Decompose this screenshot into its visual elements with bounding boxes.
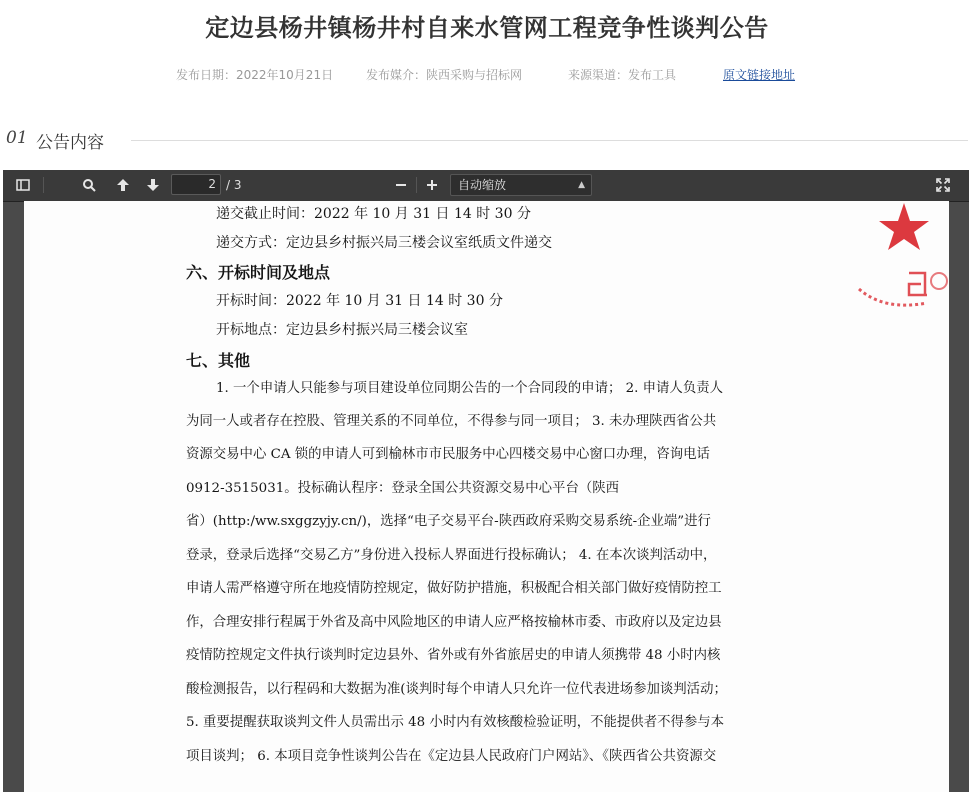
seal-edge <box>931 273 947 289</box>
toolbar-separator <box>416 177 417 193</box>
doc-heading: 六、开标时间及地点 <box>186 263 331 282</box>
doc-line: 登录，登录后选择“交易乙方”身份进入投标人界面进行投标确认； 4. 在本次谈判活动中， <box>186 548 717 563</box>
original-link[interactable]: 原文链接地址 <box>723 68 796 82</box>
doc-line: 酸检测报告，以行程码和大数据为准(谈判时每个申请人只允许一位代表进场参加谈判活动； <box>186 682 727 697</box>
section-label: 公告内容 <box>36 133 104 153</box>
zoom-out-icon[interactable] <box>389 174 413 196</box>
doc-line: 递交截止时间：2022 年 10 月 31 日 14 时 30 分 <box>216 206 531 222</box>
doc-line: 申请人需严格遵守所在地疫情防控规定，做好防护措施，积极配合相关部门做好疫情防控工 <box>186 581 722 596</box>
seal-star-icon <box>879 203 929 250</box>
doc-line: 递交方式：定边县乡村振兴局三楼会议室纸质文件递交 <box>216 235 552 251</box>
doc-heading: 七、其他 <box>186 351 251 370</box>
doc-line: 0912-3515031。投标确认程序：登录全国公共资源交易中心平台（陕西 <box>186 481 620 496</box>
section-divider <box>131 140 968 141</box>
toolbar-separator <box>43 177 44 193</box>
search-icon[interactable] <box>77 174 101 196</box>
zoom-select-value: 自动缩放 <box>458 178 507 192</box>
page-number-input[interactable]: 2 <box>171 174 221 195</box>
select-arrows-icon: ▲ <box>578 180 585 190</box>
pdf-page <box>24 201 949 792</box>
seal-glyph <box>909 273 927 295</box>
doc-line: 项目谈判； 6. 本项目竞争性谈判公告在《定边县人民政府门户网站》、《陕西省公共资源交 <box>186 749 717 764</box>
official-seal-stamp <box>839 201 949 321</box>
pdf-toolbar <box>3 170 969 202</box>
zoom-select[interactable] <box>450 174 592 196</box>
section-header <box>6 128 968 152</box>
source-channel: 来源渠道：发布工具 <box>568 68 677 82</box>
page-count: / 3 <box>226 178 242 192</box>
pdf-viewer <box>3 170 969 792</box>
doc-line: 开标地点：定边县乡村振兴局三楼会议室 <box>216 322 468 338</box>
section-number: 01 <box>6 128 28 148</box>
previous-page-icon[interactable] <box>111 174 135 196</box>
zoom-in-icon[interactable] <box>420 174 444 196</box>
doc-line: 疫情防控规定文件执行谈判时定边县外、省外或有外省旅居史的申请人须携带 48 小时内核 <box>186 648 721 663</box>
seal-arc <box>859 289 927 305</box>
doc-line: 资源交易中心 CA 锁的申请人可到榆林市市民服务中心四楼交易中心窗口办理，咨询电话 <box>186 447 710 462</box>
doc-line: 开标时间：2022 年 10 月 31 日 14 时 30 分 <box>216 293 503 309</box>
publish-date: 发布日期：2022年10月21日 <box>176 68 334 82</box>
doc-line: 省）(http:/ww.sxggzyjy.cn/)，选择“电子交易平台-陕西政府采购交易系统-企业端”进行 <box>186 514 711 529</box>
fullscreen-icon[interactable] <box>931 174 955 196</box>
doc-line: 为同一人或者存在控股、管理关系的不同单位，不得参与同一项目； 3. 未办理陕西省公共 <box>186 414 717 429</box>
next-page-icon[interactable] <box>141 174 165 196</box>
page-title: 定边县杨井镇杨井村自来水管网工程竞争性谈判公告 <box>205 14 769 42</box>
article-meta <box>0 64 974 84</box>
doc-line: 作，合理安排行程属于外省及高中风险地区的申请人应严格按榆林市委、市政府以及定边县 <box>186 615 722 630</box>
sidebar-toggle-icon[interactable] <box>11 174 35 196</box>
doc-line: 5. 重要提醒获取谈判文件人员需出示 48 小时内有效核酸检验证明，不能提供者不得参与本 <box>186 715 725 730</box>
doc-line: 1. 一个申请人只能参与项目建设单位同期公告的一个合同段的申请； 2. 申请人负责人 <box>216 381 723 396</box>
publish-media: 发布媒介：陕西采购与招标网 <box>366 68 523 82</box>
